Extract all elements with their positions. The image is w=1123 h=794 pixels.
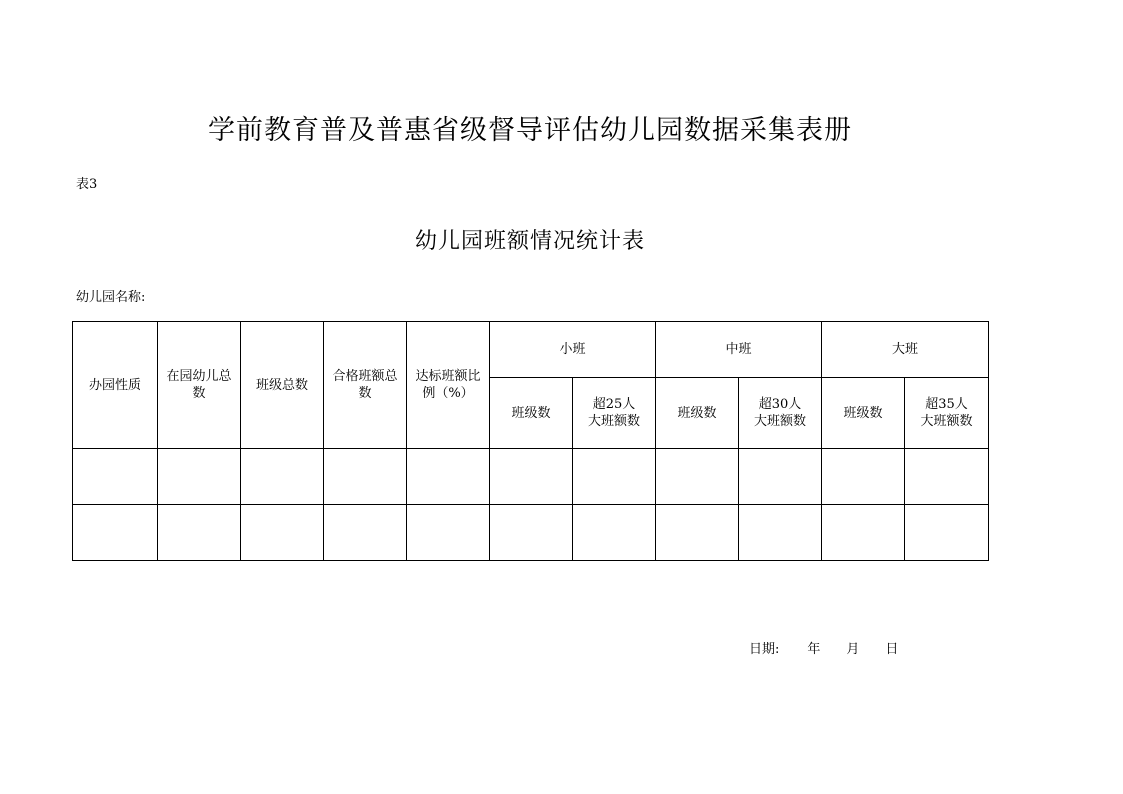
table-cell[interactable] [573,449,656,505]
table-title: 幼儿园班额情况统计表 [414,229,645,254]
kindergarten-name-label: 幼儿园名称: [76,290,146,305]
header-total-children: 在园幼儿总数 [158,322,241,449]
date-year: 年 [807,642,821,657]
header-middle-over30-line2: 大班额数 [754,414,807,429]
table-cell[interactable] [739,449,822,505]
header-middle-over30 [739,378,822,449]
table-cell[interactable] [573,505,656,561]
table-row [73,505,989,561]
table-cell[interactable] [656,449,739,505]
date-day: 日 [885,642,899,657]
table-cell[interactable] [73,449,158,505]
header-small-over25-line1: 超25人 [592,397,636,412]
header-large-over35-line1: 超35人 [925,397,968,412]
table-cell[interactable] [656,505,739,561]
table-cell[interactable] [158,505,241,561]
header-small-over25 [573,378,656,449]
table-cell[interactable] [905,449,989,505]
table-cell[interactable] [241,505,324,561]
footer-date [749,638,898,657]
table-cell[interactable] [490,449,573,505]
header-row-1 [73,322,989,378]
header-large-class: 大班 [822,322,989,378]
date-label: 日期: [749,642,780,657]
document-main-title: 学前教育普及普惠省级督导评估幼儿园数据采集表册 [208,115,852,146]
table-cell[interactable] [739,505,822,561]
table-cell[interactable] [822,449,905,505]
header-middle-over30-line1: 超30人 [758,397,802,412]
header-middle-class-count: 班级数 [656,378,739,449]
class-size-table [72,321,989,561]
table-cell[interactable] [324,449,407,505]
header-middle-class: 中班 [656,322,822,378]
date-month: 月 [846,642,860,657]
header-qualified-classes: 合格班额总数 [324,322,407,449]
header-total-classes: 班级总数 [241,322,324,449]
header-small-over25-line2: 大班额数 [588,414,641,429]
header-compliance-ratio: 达标班额比例（%） [407,322,490,449]
header-large-class-count: 班级数 [822,378,905,449]
table-cell[interactable] [407,505,490,561]
header-ownership: 办园性质 [73,322,158,449]
table-row [73,449,989,505]
header-small-class: 小班 [490,322,656,378]
table-cell[interactable] [158,449,241,505]
header-large-over35 [905,378,989,449]
table-cell[interactable] [73,505,158,561]
table-cell[interactable] [490,505,573,561]
table-cell[interactable] [407,449,490,505]
header-large-over35-line2: 大班额数 [920,414,973,429]
table-cell[interactable] [822,505,905,561]
table-cell[interactable] [241,449,324,505]
header-small-class-count: 班级数 [490,378,573,449]
table-cell[interactable] [905,505,989,561]
table-number: 表3 [76,177,98,192]
table-cell[interactable] [324,505,407,561]
